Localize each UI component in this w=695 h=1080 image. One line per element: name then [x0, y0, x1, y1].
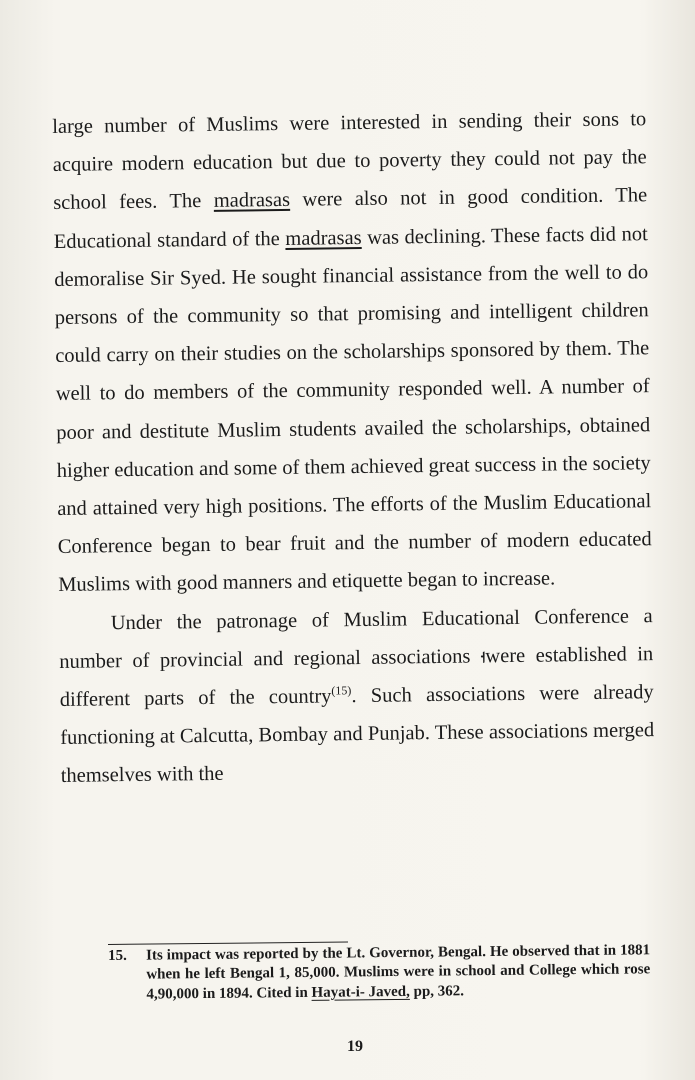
page-number: 19: [347, 1038, 363, 1055]
paragraph-2: [59, 597, 655, 796]
footnote-number: 15.: [108, 947, 127, 964]
paragraph-1-text-a: large number of Muslims were interested in sending their sons to acquire modern education but due to poverty they could not pay the school fees. The: [52, 108, 647, 215]
footnote-text-b: pp, 362.: [409, 982, 465, 1000]
madrasas-term: madrasas: [285, 226, 362, 250]
body-text: [52, 100, 655, 795]
footnote: [108, 941, 651, 1005]
paragraph-1: [52, 100, 652, 604]
paragraph-2-text-a: Under the patronage of Muslim Educational Conference a number of provincial and regional associations ࡸwere established in different parts of the country: [59, 604, 654, 711]
paragraph-1-text-b: were also not in good condition. The Educational standard of the: [53, 184, 648, 253]
footnote-body: [146, 941, 651, 1004]
paragraph-2-text-b: . Such associations were already functioning at Calcutta, Bombay and Punjab. These associations merged themselves with the: [60, 681, 655, 788]
footnote-text-a: Its impact was reported by the Lt. Governor, Bengal. He observed that in 1881 when he left Bengal 1, 85,000. Muslims were in school and College which rose 4,90,000 in 1894. Cited in: [146, 942, 651, 1003]
footnote-source-title: Hayat-i- Javed,: [311, 983, 410, 1001]
paragraph-1-text-c: was declining. These facts did not demoralise Sir Syed. He sought financial assistance from the well to do persons of the community so that promising and intelligent children could carry on their studies on the scholarships sponsored by them. The well to do members of the community responded well. A number of poor and destitute Muslim students availed the scholarships, obtained higher education and some of them achieved great success in the society and attained very high positions. The efforts of the Muslim Educational Conference began to bear fruit and the number of modern educated Muslims with good manners and etiquette began to increase.: [54, 222, 652, 597]
footnote-reference: (15): [331, 683, 352, 698]
madrasas-term: madrasas: [213, 189, 291, 213]
